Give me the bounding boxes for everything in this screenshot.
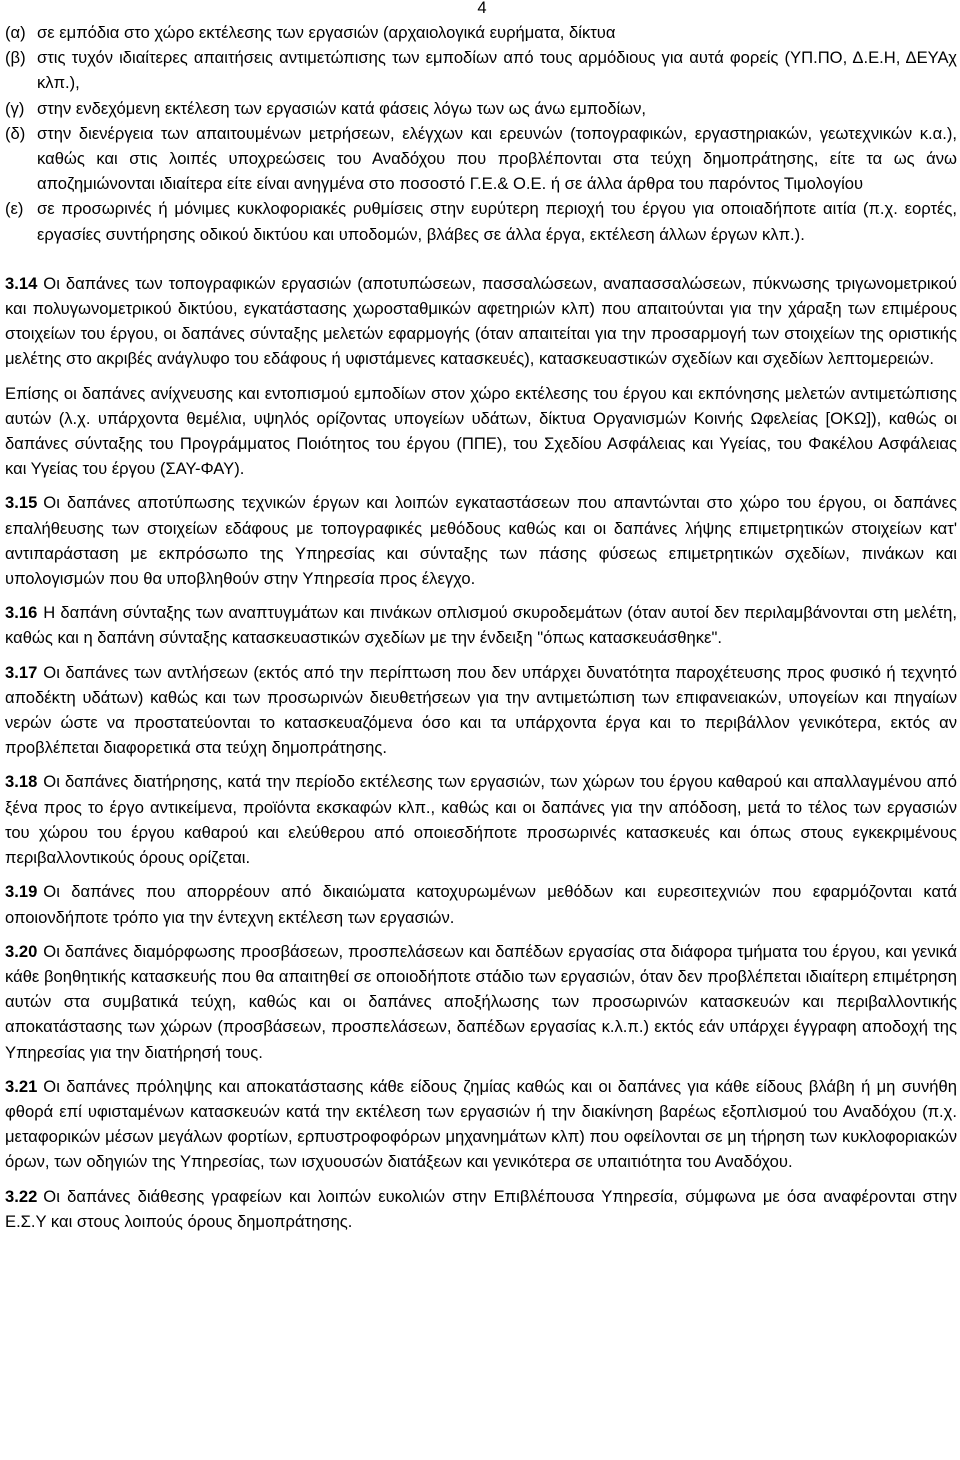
paragraph-3-17: [5, 660, 957, 761]
paragraph-3-18: [5, 769, 957, 870]
paragraph-text: Οι δαπάνες διαμόρφωσης προσβάσεων, προσπελάσεων και δαπέδων εργασίας στα διάφορα τμήματα του έργου, και γενικά κάθε βοηθητικής κατασκευής που θα απαιτηθεί σε οποιοδήποτε στάδιο των εργασιών, όταν δεν προβλέπεται ιδιαίτερη επιμέτρηση αυτών στα συμβατικά τεύχη, καθώς και οι δαπάνες αποξήλωσης των προσωρινών κατασκευών και περιβαλλοντικής αποκατάστασης των χώρων (προσβάσεων, προσπελάσεων, δαπέδων εργασίας κ.λ.π.) εκτός εάν υπάρχει έγγραφη αποδοχή της Υπηρεσίας για την διατήρησή τους.: [5, 941, 957, 1062]
list-text: σε εμπόδια στο χώρο εκτέλεσης των εργασιών (αρχαιολογικά ευρήματα, δίκτυα: [37, 23, 616, 42]
list-marker: (δ): [5, 123, 26, 143]
paragraph-3-16: [5, 600, 957, 650]
paragraph-number: 3.18: [5, 772, 38, 792]
paragraph-number: 3.21: [5, 1076, 38, 1096]
paragraph-text: Οι δαπάνες πρόληψης και αποκατάστασης κάθε είδους ζημίας καθώς και οι δαπάνες για κάθε είδους βλάβη ή μη συνήθη φθορά επί υφισταμένων κατασκευών κατά την εκτέλεση των εργασιών ή την διακίνηση βαρέως εξοπλισμού του Αναδόχου (π.χ. μεταφορικών μέσων μεγάλων φορτίων, ερπυστροφοφόρων μηχανημάτων κλπ) που οφείλονται σε μη τήρηση των κυκλοφοριακών όρων, των οδηγιών της Υπηρεσίας, των ισχυουσών διατάξεων και γενικότερα σε υπαιτιότητα του Αναδόχου.: [5, 1076, 957, 1172]
list-item: [5, 20, 957, 45]
paragraph-number: 3.15: [5, 493, 38, 513]
paragraph-text: Η δαπάνη σύνταξης των αναπτυγμάτων και πινάκων οπλισμού σκυροδεμάτων (όταν αυτοί δεν περιλαμβάνονται στη μελέτη, καθώς και η δαπάνη σύνταξης κατασκευαστικών σχεδίων με την ένδειξη "όπως κατασκευάσθηκε".: [5, 603, 957, 648]
paragraph-3-14-continued: [5, 381, 957, 482]
list-marker: (γ): [5, 98, 25, 118]
list-marker: (α): [5, 23, 26, 42]
paragraph-number: 3.20: [5, 941, 38, 961]
paragraph-text: Οι δαπάνες των αντλήσεων (εκτός από την περίπτωση που δεν υπάρχει δυνατότητα παροχέτευσης προς φυσικό ή τεχνητό αποδέκτη υδάτων) καθώς και των προσωρινών διευθετήσεων για την αντιμετώπιση των επιφανειακών, υπογείων και πηγαίων νερών ώστε να προστατεύονται το κατασκευαζόμενα όσο και τα υπάρχοντα έργα και το περιβάλλον γενικότερα, εκτός αν προβλέπεται διαφορετικά στα τεύχη δημοπράτησης.: [5, 662, 957, 758]
list-marker: (ε): [5, 199, 24, 219]
list-text: στην διενέργεια των απαιτουμένων μετρήσεων, ελέγχων και ερευνών (τοπογραφικών, εργαστηριακών, γεωτεχνικών κ.α.), καθώς και στις λοιπές υποχρεώσεις του Αναδόχου που προβλέπονται στα τεύχη δημοπράτησης, είτε τα ως άνω αποζημιώνονται ιδιαίτερα είτε είναι ανηγμένα στο ποσοστό Γ.Ε.& Ο.Ε. ή σε άλλα άρθρα του παρόντος Τιμολογίου: [37, 123, 957, 194]
list-item: [5, 45, 957, 95]
paragraph-3-21: [5, 1074, 957, 1175]
document-body: [5, 20, 957, 1243]
paragraph-number: 3.19: [5, 882, 38, 902]
paragraph-text: Οι δαπάνες που απορρέουν από δικαιώματα κατοχυρωμένων μεθόδων και ευρεσιτεχνιών που εφαρμόζονται κατά οποιονδήποτε τρόπο για την έντεχνη εκτέλεση των εργασιών.: [5, 882, 957, 927]
page-number: 4: [477, 0, 487, 17]
paragraph-number: 3.22: [5, 1186, 38, 1206]
paragraph-text: Επίσης οι δαπάνες ανίχνευσης και εντοπισμού εμποδίων στον χώρο εκτέλεσης του έργου και εκπόνησης μελετών αντιμετώπισης αυτών (λ.χ. υπάρχοντα θεμέλια, υψηλός ορίζοντας υπογείων υδάτων, δίκτυα Οργανισμών Κοινής Ωφελείας [ΟΚΩ]), καθώς οι δαπάνες σύνταξης του Προγράμματος Ποιότητος του έργου (ΠΠΕ), του Σχεδίου Ασφάλειας και Υγείας, του Φακέλου Ασφάλειας και Υγείας του έργου (ΣΑΥ-ΦΑΥ).: [5, 383, 957, 479]
list-text: στις τυχόν ιδιαίτερες απαιτήσεις αντιμετώπισης των εμποδίων από τους αρμόδιους για αυτά φορείς (ΥΠ.ΠΟ, Δ.Ε.Η, ΔΕΥΑχ κλπ.),: [37, 48, 957, 93]
paragraph-text: Οι δαπάνες των τοπογραφικών εργασιών (αποτυπώσεων, πασσαλώσεων, αναπασσαλώσεων, πύκνωσης τριγωνομετρικού και πολυγωνομετρικού δικτύου, εγκατάστασης χωροσταθμικών αφετηριών κλπ) που απαιτούνται για την χάραξη των επιμέρους στοιχείων του έργου, οι δαπάνες σύνταξης μελετών εφαρμογής (όταν απαιτείται για την προσαρμογή των στοιχείων της οριστικής μελέτης στο ακριβές ανάγλυφο του εδάφους ή υφιστάμενες κατασκευές), κατασκευαστικών σχεδίων και σχεδίων λεπτομερειών.: [5, 273, 957, 369]
paragraph-text: Οι δαπάνες διατήρησης, κατά την περίοδο εκτέλεσης των εργασιών, των χώρων του έργου καθαρού και απαλλαγμένου από ξένα προς το έργο αντικείμενα, προϊόντα εκσκαφών κλπ., καθώς και οι δαπάνες για την απόδοση, μετά το τέλος των εργασιών του χώρου του έργου καθαρού και ελεύθερου από οποιεσδήποτε προσωρινές κατασκευές και όπως στους εγκεκριμένους περιβαλλοντικούς όρους ορίζεται.: [5, 772, 957, 868]
list-text: στην ενδεχόμενη εκτέλεση των εργασιών κατά φάσεις λόγω των ως άνω εμποδίων,: [37, 98, 646, 118]
list-marker: (β): [5, 48, 26, 68]
paragraph-3-15: [5, 490, 957, 591]
list-text: σε προσωρινές ή μόνιμες κυκλοφοριακές ρυθμίσεις στην ευρύτερη περιοχή του έργου για οποιαδήποτε αιτία (π.χ. εορτές, εργασίες συντήρησης οδικού δικτύου και υποδομών, βλάβες σε άλλα έργα, εκτέλεση άλλων έργων κλπ.).: [37, 199, 957, 244]
section-gap: [5, 247, 957, 271]
paragraph-number: 3.17: [5, 662, 38, 682]
paragraph-number: 3.14: [5, 273, 38, 293]
list-item: [5, 96, 957, 121]
paragraph-3-14: [5, 271, 957, 372]
list-item: [5, 121, 957, 197]
paragraph-3-19: [5, 879, 957, 929]
list-item: [5, 196, 957, 246]
paragraph-3-20: [5, 939, 957, 1065]
paragraph-number: 3.16: [5, 603, 38, 623]
paragraph-3-22: [5, 1184, 957, 1234]
paragraph-text: Οι δαπάνες αποτύπωσης τεχνικών έργων και λοιπών εγκαταστάσεων που απαντώνται στο χώρο του έργου, οι δαπάνες επαλήθευσης των στοιχείων εδάφους με τοπογραφικές μεθόδους καθώς και οι δαπάνες λήψης επιμετρητικών στοιχείων κατ' αντιπαράσταση με εκπρόσωπο της Υπηρεσίας και σύνταξης των πάσης φύσεως επιμετρητικών σχεδίων, πινάκων και υπολογισμών που θα υποβληθούν στην Υπηρεσία προς έλεγχο.: [5, 493, 957, 589]
paragraph-text: Οι δαπάνες διάθεσης γραφείων και λοιπών ευκολιών στην Επιβλέπουσα Υπηρεσία, σύμφωνα με όσα αναφέρονται στην Ε.Σ.Υ και στους λοιπούς όρους δημοπράτησης.: [5, 1186, 957, 1231]
